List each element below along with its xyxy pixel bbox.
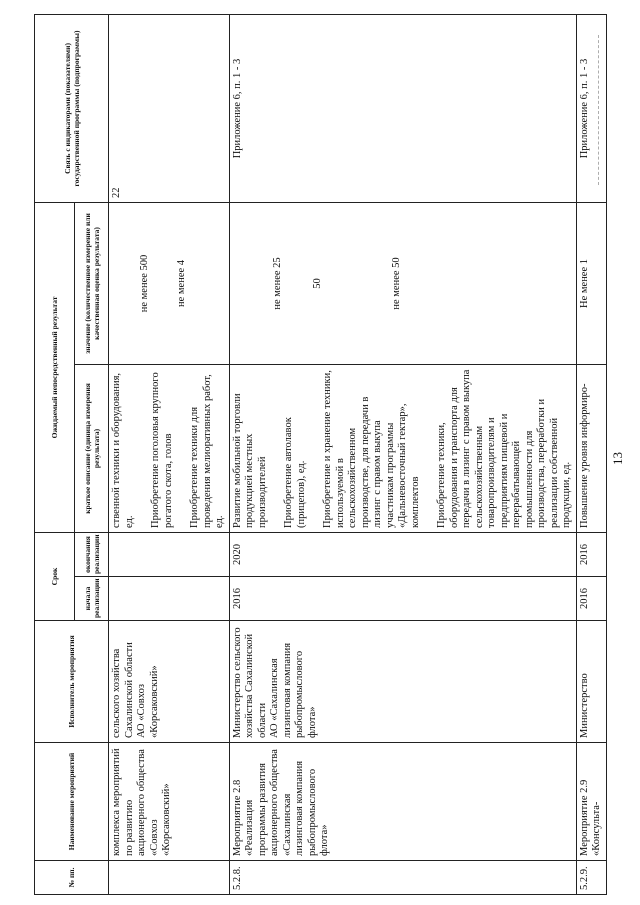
cell-desc bbox=[109, 364, 230, 532]
cell-value: Не менее 1 bbox=[576, 202, 606, 364]
page-number: 13 bbox=[610, 452, 625, 465]
cell-end bbox=[109, 532, 230, 576]
cell-executor: сельского хозяйства Сахалинской области АО «Совхоз «Корсаковский» bbox=[109, 621, 230, 743]
result-desc: Приобретение техники для проведения мелиоративных работ, ед. bbox=[189, 374, 225, 528]
result-value: не менее 50 bbox=[390, 257, 402, 310]
cell-desc: Повышение уровня информиро- bbox=[576, 364, 606, 532]
col-header-start: начала реализации bbox=[75, 577, 109, 621]
cell-num: 5.2.8. bbox=[229, 861, 576, 895]
table-row bbox=[576, 14, 606, 894]
col-header-end: окончания реализации bbox=[75, 532, 109, 576]
cell-name: Мероприятие 2.8 «Реализация программы развития акционерного общества «Сахалинская лизинговая компания рыбопромыслового флота» bbox=[229, 743, 576, 861]
col-header-name: Наименование мероприятий bbox=[35, 743, 109, 861]
cell-start: 2016 bbox=[229, 577, 576, 621]
cell-end: 2016 bbox=[576, 532, 606, 576]
cell-end: 2020 bbox=[229, 532, 576, 576]
cell-value bbox=[109, 202, 230, 364]
cell-executor: Министерство bbox=[576, 621, 606, 743]
cell-start bbox=[109, 577, 230, 621]
result-desc: Приобретение поголовья крупного рогатого скота, голов bbox=[150, 372, 174, 528]
col-header-num: № пп. bbox=[35, 861, 109, 895]
col-header-executor: Исполнитель мероприятия bbox=[35, 621, 109, 743]
executor-2: АО «Сахалинская лизинговая компания рыбопромыслового флота» bbox=[269, 642, 318, 738]
result-desc: Приобретение и хранение техники, используемой в сельскохозяйственном производстве, для передачи в лизинг с правом выкупа участникам программы «Дальневосточный гектар», комплектов bbox=[322, 370, 421, 528]
edge-marks bbox=[598, 35, 599, 185]
cell-name: комплекса мероприятий по развитию акционерного общества «Совхоз «Корсаковский» bbox=[109, 743, 230, 861]
result-desc: Приобретение автолавок (прицепов), ед. bbox=[283, 417, 307, 528]
col-header-value: значение (количественное измерение или качественная оценка результата) bbox=[75, 202, 109, 364]
col-header-result: Ожидаемый непосредственный результат bbox=[35, 202, 75, 532]
table-row bbox=[109, 14, 230, 894]
col-header-desc: краткое описание (единица измерения результата) bbox=[75, 364, 109, 532]
result-desc: Приобретение техники, оборудования и транспорта для передачи в лизинг с правом выкупа сельскохозяйственным товаропроизводителям и предприятиям пищевой и перерабатывающей промышленности для производства, переработки и реализации собственной продукции, ед. bbox=[436, 369, 572, 528]
cell-value bbox=[229, 202, 576, 364]
cell-link: Приложение 6, п. 1 - 3 bbox=[229, 14, 576, 202]
measures-table bbox=[34, 14, 607, 895]
cell-num bbox=[109, 861, 230, 895]
cell-executor bbox=[229, 621, 576, 743]
col-header-link: Связь с индикаторами (показателями) государственной программы (подпрограммы) bbox=[35, 14, 109, 202]
cell-link: 22 bbox=[109, 14, 230, 202]
result-value: не менее 500 bbox=[139, 254, 150, 313]
result-value: 50 bbox=[312, 278, 323, 289]
cell-link: Приложение 6, п. 1 - 3 bbox=[576, 14, 606, 202]
cell-start: 2016 bbox=[576, 577, 606, 621]
result-value: не менее 25 bbox=[271, 257, 283, 310]
cell-num: 5.2.9. bbox=[576, 861, 606, 895]
result-value: не менее 4 bbox=[175, 259, 187, 307]
result-desc: ственной техники и оборудования, ед. bbox=[111, 372, 135, 528]
executor-1: Министерство сельского хозяйства Сахалинской области bbox=[231, 627, 268, 738]
cell-desc bbox=[229, 364, 576, 532]
cell-name: Мероприятие 2.9 «Консульта- bbox=[576, 743, 606, 861]
result-desc: Развитие мобильной торговли продукцией местных производителей bbox=[231, 393, 268, 528]
col-header-term: Срок bbox=[35, 532, 75, 620]
table-row bbox=[229, 14, 576, 894]
